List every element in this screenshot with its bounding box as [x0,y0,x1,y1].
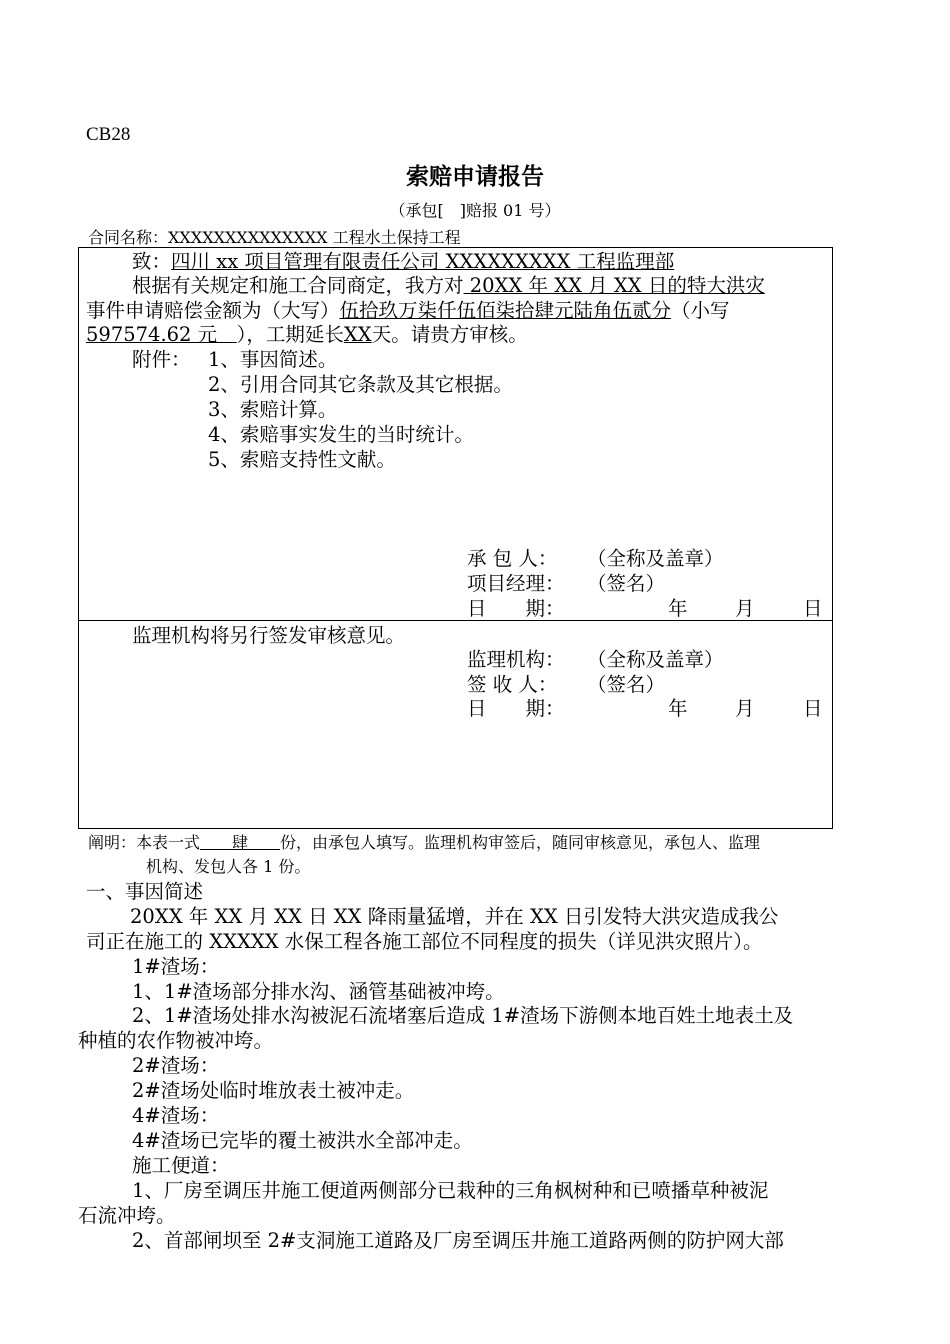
receiver-value: （签名） [587,673,666,696]
project-manager-label: 项目经理： [467,572,565,595]
note-prefix: 阐明：本表一式 [88,833,201,852]
supervision-date-label: 日 期： [467,697,565,720]
body-text-line: 2#渣场： [132,1054,220,1077]
supervision-text: 监理机构将另行签发审核意见。 [132,624,406,647]
amount-suffix: （小写 [671,299,730,322]
event-value: 20XX 年 XX 月 XX 日的特大洪灾 [463,274,765,297]
date-label: 日 期： [467,597,565,620]
page-title: 索赔申请报告 [406,164,544,190]
supervision-org-value: （全称及盖章） [587,648,724,671]
project-manager-value: （签名） [587,572,666,595]
body-prefix: 根据有关规定和施工合同商定，我方对 [132,274,464,297]
recipient-label: 致： [132,250,172,273]
supervision-date-month: 月 [735,697,755,720]
contractor-label: 承 包 人： [467,547,558,570]
date-year: 年 [668,597,688,620]
amount-prefix: 事件申请赔偿金额为（大写） [86,299,340,322]
attachment-item: 1、事因简述。 [208,348,338,371]
contract-value: XXXXXXXXXXXXXX 工程水土保持工程 [168,228,461,247]
days-value: XX [343,323,372,346]
body-text-line: 1#渣场： [132,955,220,978]
supervision-org-label: 监理机构： [467,648,565,671]
body-text-line: 2#渣场处临时堆放表土被冲走。 [132,1079,415,1102]
body-text-line: 20XX 年 XX 月 XX 日 XX 降雨量猛增，并在 XX 日引发特大洪灾造成我公 [130,905,779,928]
days-suffix: 天。请贵方审核。 [371,323,528,346]
section-heading: 一、事因简述 [86,880,204,903]
body-line-3 [86,323,528,347]
body-text-line: 司正在施工的 XXXXX 水保工程各施工部位不同程度的损失（详见洪灾照片）。 [86,930,763,953]
form-note [88,831,760,855]
date-day: 日 [803,597,823,620]
body-text-line: 2、1#渣场处排水沟被泥石流堵塞后造成 1#渣场下游侧本地百姓土地表土及 [132,1004,794,1027]
amount-upper: 伍拾玖万柒仟伍佰柒拾肆元陆角伍贰分 [339,299,672,322]
body-text-line: 1、厂房至调压井施工便道两侧部分已栽种的三角枫树种和已喷播草种被泥 [132,1179,769,1202]
form-code: CB28 [86,124,131,145]
receiver-label: 签 收 人： [467,673,558,696]
note-suffix: 份，由承包人填写。监理机构审签后，随同审核意见，承包人、监理 [280,833,761,852]
amount-lower: 597574.62 元 [86,323,237,346]
days-prefix: ），工期延长 [236,323,344,346]
body-text-line: 施工便道： [132,1154,230,1177]
attachments-label: 附件： [132,348,191,371]
contract-label: 合同名称： [88,228,169,247]
attachment-item: 5、索赔支持性文献。 [208,448,396,471]
attachment-item: 2、引用合同其它条款及其它根据。 [208,373,513,396]
attachment-item: 3、索赔计算。 [208,398,338,421]
body-text-line: 4#渣场已完毕的覆土被洪水全部冲走。 [132,1129,473,1152]
body-text-line: 1、1#渣场部分排水沟、涵管基础被冲垮。 [132,980,505,1003]
attachment-item: 4、索赔事实发生的当时统计。 [208,423,474,446]
body-line-1 [132,274,765,298]
form-note-line-2: 机构、发包人各 1 份。 [146,857,311,876]
report-number: （承包[ ]赔报 01 号） [389,201,561,220]
supervision-date-year: 年 [668,697,688,720]
body-text-line: 种植的农作物被冲垮。 [78,1029,274,1052]
body-text-line: 石流冲垮。 [78,1204,176,1227]
supervision-date-day: 日 [803,697,823,720]
body-line-2 [86,299,730,323]
recipient-value: 四川 xx 项目管理有限责任公司 XXXXXXXXX 工程监理部 [171,250,675,273]
contractor-value: （全称及盖章） [587,547,724,570]
note-copies: 肆 [200,833,281,852]
recipient-line [132,250,674,274]
contract-name [88,225,461,248]
date-month: 月 [735,597,755,620]
body-text-line: 4#渣场： [132,1104,220,1127]
body-text-line: 2、首部闸坝至 2#支洞施工道路及厂房至调压井施工道路两侧的防护网大部 [132,1229,784,1252]
